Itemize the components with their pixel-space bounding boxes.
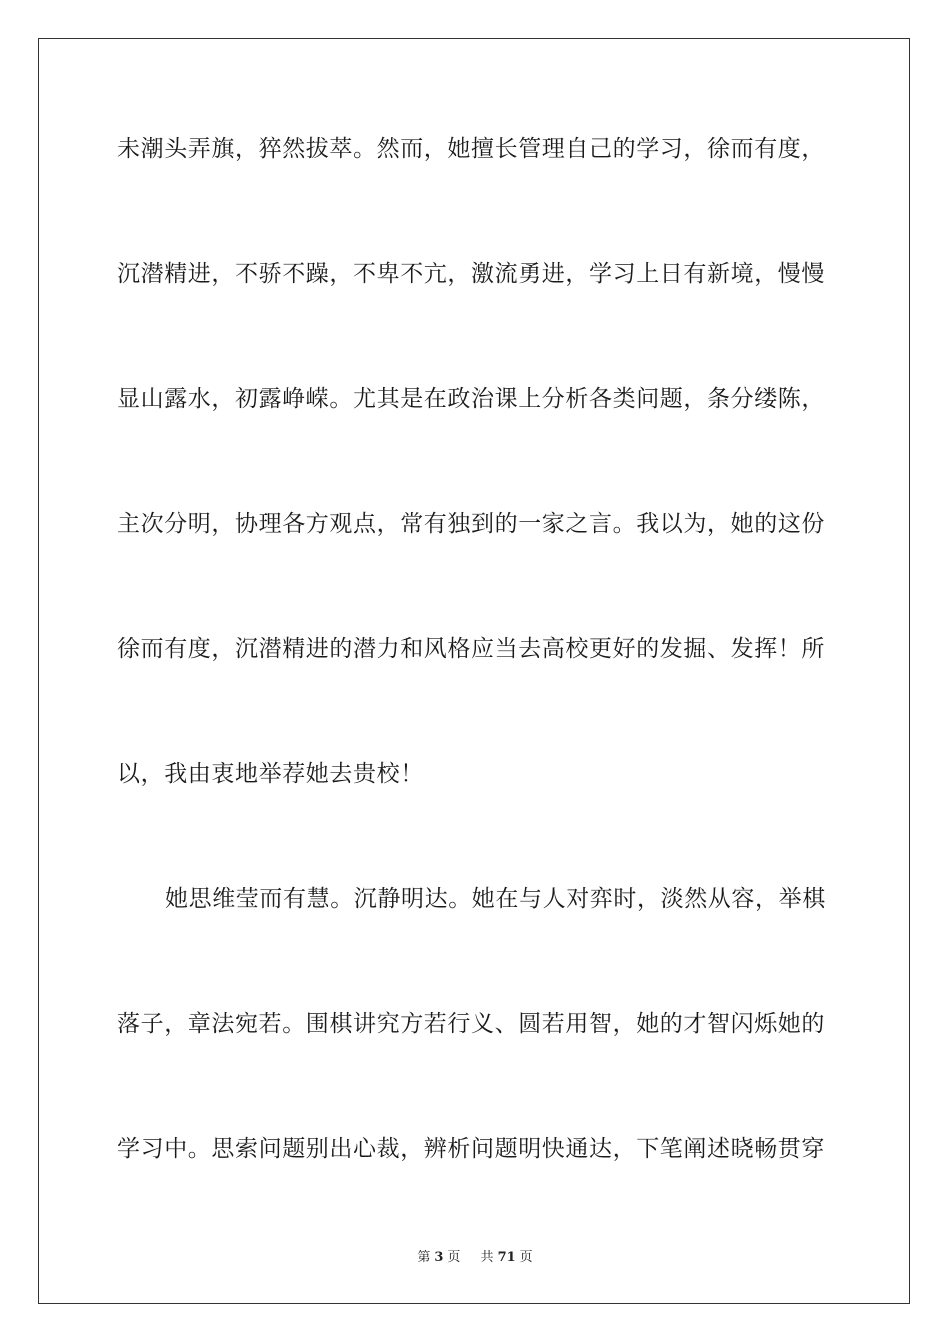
page-number: 3 [434, 1250, 444, 1265]
total-suffix: 页 [519, 1250, 533, 1265]
paragraph-first-line: 她思维莹而有慧。沉静明达。她在与人对弈时，淡然从容，举棋 [165, 886, 826, 912]
page-prefix: 第 [417, 1250, 431, 1265]
total-pages: 71 [497, 1250, 516, 1265]
paragraph-line: 未潮头弄旗，猝然拔萃。然而，她擅长管理自己的学习，徐而有度， [117, 136, 825, 162]
total-prefix: 共 [480, 1250, 494, 1265]
paragraph-line: 显山露水，初露峥嵘。尤其是在政治课上分析各类问题，条分缕陈， [117, 386, 825, 412]
paragraph-line: 落子，章法宛若。围棋讲究方若行义、圆若用智，她的才智闪烁她的 [117, 1011, 825, 1037]
paragraph-line: 主次分明，协理各方观点，常有独到的一家之言。我以为，她的这份 [117, 511, 825, 537]
page-frame [38, 38, 910, 1304]
page-suffix: 页 [447, 1250, 461, 1265]
page-footer [0, 1246, 950, 1265]
page-indicator [413, 1250, 464, 1265]
paragraph-line: 沉潜精进，不骄不躁，不卑不亢，激流勇进，学习上日有新境，慢慢 [117, 261, 825, 287]
paragraph-line: 徐而有度，沉潜精进的潜力和风格应当去高校更好的发掘、发挥！所 [117, 636, 825, 662]
paragraph-line: 学习中。思索问题别出心裁，辨析问题明快通达，下笔阐述晓畅贯穿 [117, 1136, 825, 1162]
total-pages-indicator [477, 1250, 537, 1265]
paragraph-line: 以，我由衷地举荐她去贵校！ [117, 761, 424, 787]
